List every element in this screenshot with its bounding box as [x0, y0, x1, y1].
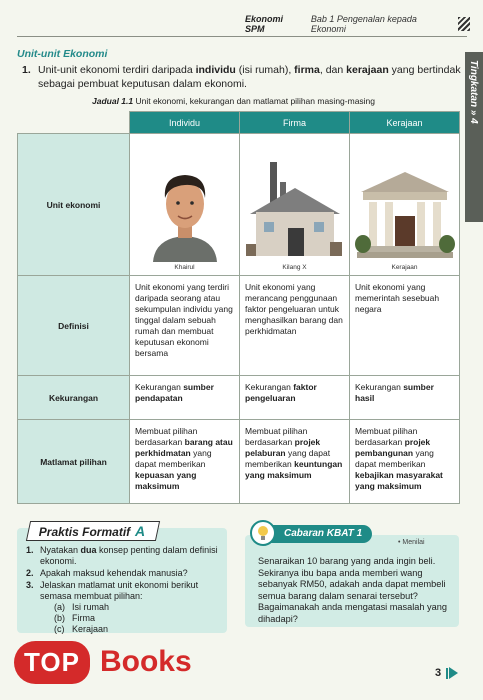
question-number: 2.: [26, 568, 34, 578]
intro-text-2: (isi rumah),: [235, 64, 295, 76]
kbat-question: Senaraikan 10 barang yang anda ingin beli. Sekiranya ibu bapa anda memberi wang sebanyak RM50, adakah anda dapat membeli semua barang dalam senarai tersebut? Bagaimanakah anda mengatasi masalah yang dihadapi?: [258, 556, 447, 624]
kekurangan-firma: [240, 376, 350, 420]
matlamat-text: yang dapat memberikan: [245, 448, 331, 469]
chapter-title: Bab 1 Pengenalan kepada Ekonomi: [310, 14, 417, 34]
option-text: Kerajaan: [72, 624, 109, 634]
lightbulb-icon: [250, 520, 276, 546]
matlamat-bold: projek pembangunan: [355, 437, 431, 458]
matlamat-text: Membuat pilihan berdasarkan: [355, 426, 418, 447]
intro-text-1: Unit-unit ekonomi terdiri daripada: [38, 64, 196, 76]
question-text: Jelaskan matlamat unit ekonomi berikut semasa membuat pilihan:: [40, 580, 199, 601]
government-building-icon: [355, 158, 455, 262]
row-header-matlamat: Matlamat pilihan: [18, 420, 130, 504]
col-header-kerajaan: Kerajaan: [350, 112, 460, 134]
book-title: Ekonomi SPM: [245, 14, 284, 34]
kbat-number: 1: [356, 528, 363, 539]
question-number: 1.: [26, 545, 34, 555]
definisi-firma: Unit ekonomi yang merancang penggunaan faktor pengeluaran untuk menghasilkan barang dan perkhidmatan: [240, 276, 350, 376]
header-stripe-icon: [458, 17, 470, 31]
matlamat-bold: barang atau perkhidmatan: [135, 437, 233, 458]
kekurangan-kerajaan: [350, 376, 460, 420]
question-bold: dua: [80, 545, 97, 555]
option-item: [54, 602, 222, 613]
col-header-firma: Firma: [240, 112, 350, 134]
col-header-individu: Individu: [130, 112, 240, 134]
table-caption: [92, 96, 375, 106]
option-letter: (c): [54, 624, 65, 634]
row-header-kekurangan: Kekurangan: [18, 376, 130, 420]
economic-units-table: [17, 111, 460, 504]
question-text: konsep penting dalam definisi ekonomi.: [40, 545, 218, 566]
header-divider: [17, 36, 467, 37]
row-header-unit: Unit ekonomi: [18, 134, 130, 276]
praktis-question-list: [26, 545, 222, 636]
praktis-formatif-heading: [26, 521, 160, 541]
matlamat-bold: kepuasan yang maksimum: [135, 470, 197, 491]
matlamat-bold: projek pelaburan: [245, 437, 321, 458]
table-caption-label: Jadual 1.1: [92, 96, 134, 106]
form-side-tab: [465, 52, 483, 222]
image-kerajaan: [350, 134, 460, 276]
intro-number: 1.: [22, 64, 31, 76]
kekurangan-bold: sumber pendapatan: [135, 382, 214, 403]
matlamat-kerajaan: [350, 420, 460, 504]
caption-kilang: Kilang X: [282, 264, 307, 271]
table-corner: [18, 112, 130, 134]
option-item: [54, 613, 222, 624]
definisi-kerajaan: Unit ekonomi yang memerintah sesebuah negara: [350, 276, 460, 376]
matlamat-text: Membuat pilihan berdasarkan: [135, 426, 198, 447]
kekurangan-plain: Kekurangan: [355, 382, 404, 392]
intro-text-4: yang bertindak sebagai pembuat keputusan dalam ekonomi.: [38, 64, 461, 90]
matlamat-bold: kebajikan masyarakat yang maksimum: [355, 470, 443, 491]
kekurangan-plain: Kekurangan: [135, 382, 184, 392]
option-item: [54, 624, 222, 635]
praktis-letter: A: [134, 523, 145, 539]
page-number: 3: [435, 667, 442, 679]
image-firma: [240, 134, 350, 276]
matlamat-firma: [240, 420, 350, 504]
matlamat-individu: [130, 420, 240, 504]
matlamat-text: yang dapat memberikan: [135, 448, 212, 469]
option-letter: (b): [54, 613, 65, 623]
next-arrow-icon: [449, 667, 458, 679]
kbat-skill-tag: • Menilai: [398, 539, 425, 546]
caption-khairul: Khairul: [174, 264, 195, 271]
side-tab-label: Tingkatan » 4: [468, 60, 479, 124]
caption-kerajaan: Kerajaan: [391, 264, 418, 271]
definisi-individu: Unit ekonomi yang terdiri daripada seorang atau sekumpulan individu yang tinggal dalam sebuah rumah dan membuat keputusan ekonomi bersama: [130, 276, 240, 376]
page-header: [245, 14, 470, 34]
question-options: [40, 602, 222, 635]
kbat-heading: [262, 525, 372, 543]
intro-paragraph: [22, 63, 462, 91]
praktis-title: Praktis Formatif: [38, 525, 131, 539]
question-text: Apakah maksud kehendak manusia?: [40, 568, 188, 578]
question-number: 3.: [26, 580, 34, 590]
intro-text-3: , dan: [319, 64, 347, 76]
matlamat-bold: keuntungan yang maksimum: [245, 459, 343, 480]
logo-books: Books: [99, 645, 192, 678]
kbat-title: Cabaran KBAT: [284, 528, 354, 539]
matlamat-text: Membuat pilihan berdasarkan: [245, 426, 308, 447]
list-item: [26, 580, 222, 635]
option-letter: (a): [54, 602, 65, 612]
kekurangan-plain: Kekurangan: [245, 382, 294, 392]
row-header-definisi: Definisi: [18, 276, 130, 376]
section-title: Unit-unit Ekonomi: [17, 48, 108, 60]
table-caption-text: Unit ekonomi, kekurangan dan matlamat pilihan masing-masing: [133, 96, 376, 106]
page-bar: [446, 668, 448, 679]
intro-bold-firma: firma: [294, 64, 320, 76]
option-text: Firma: [72, 613, 95, 623]
kekurangan-individu: [130, 376, 240, 420]
logo-top: TOP: [14, 641, 90, 684]
list-item: [26, 545, 222, 567]
factory-icon: [246, 158, 344, 262]
question-text: Nyatakan: [40, 545, 81, 555]
matlamat-text: yang dapat memberikan: [355, 448, 434, 469]
kekurangan-bold: faktor pengeluaran: [245, 382, 317, 403]
image-individu: [130, 134, 240, 276]
person-icon: [145, 158, 225, 262]
intro-bold-individu: individu: [195, 64, 236, 76]
list-item: [26, 568, 222, 579]
kekurangan-bold: sumber hasil: [355, 382, 434, 403]
option-text: Isi rumah: [72, 602, 110, 612]
intro-bold-kerajaan: kerajaan: [346, 64, 389, 76]
topbooks-logo: [14, 636, 250, 688]
